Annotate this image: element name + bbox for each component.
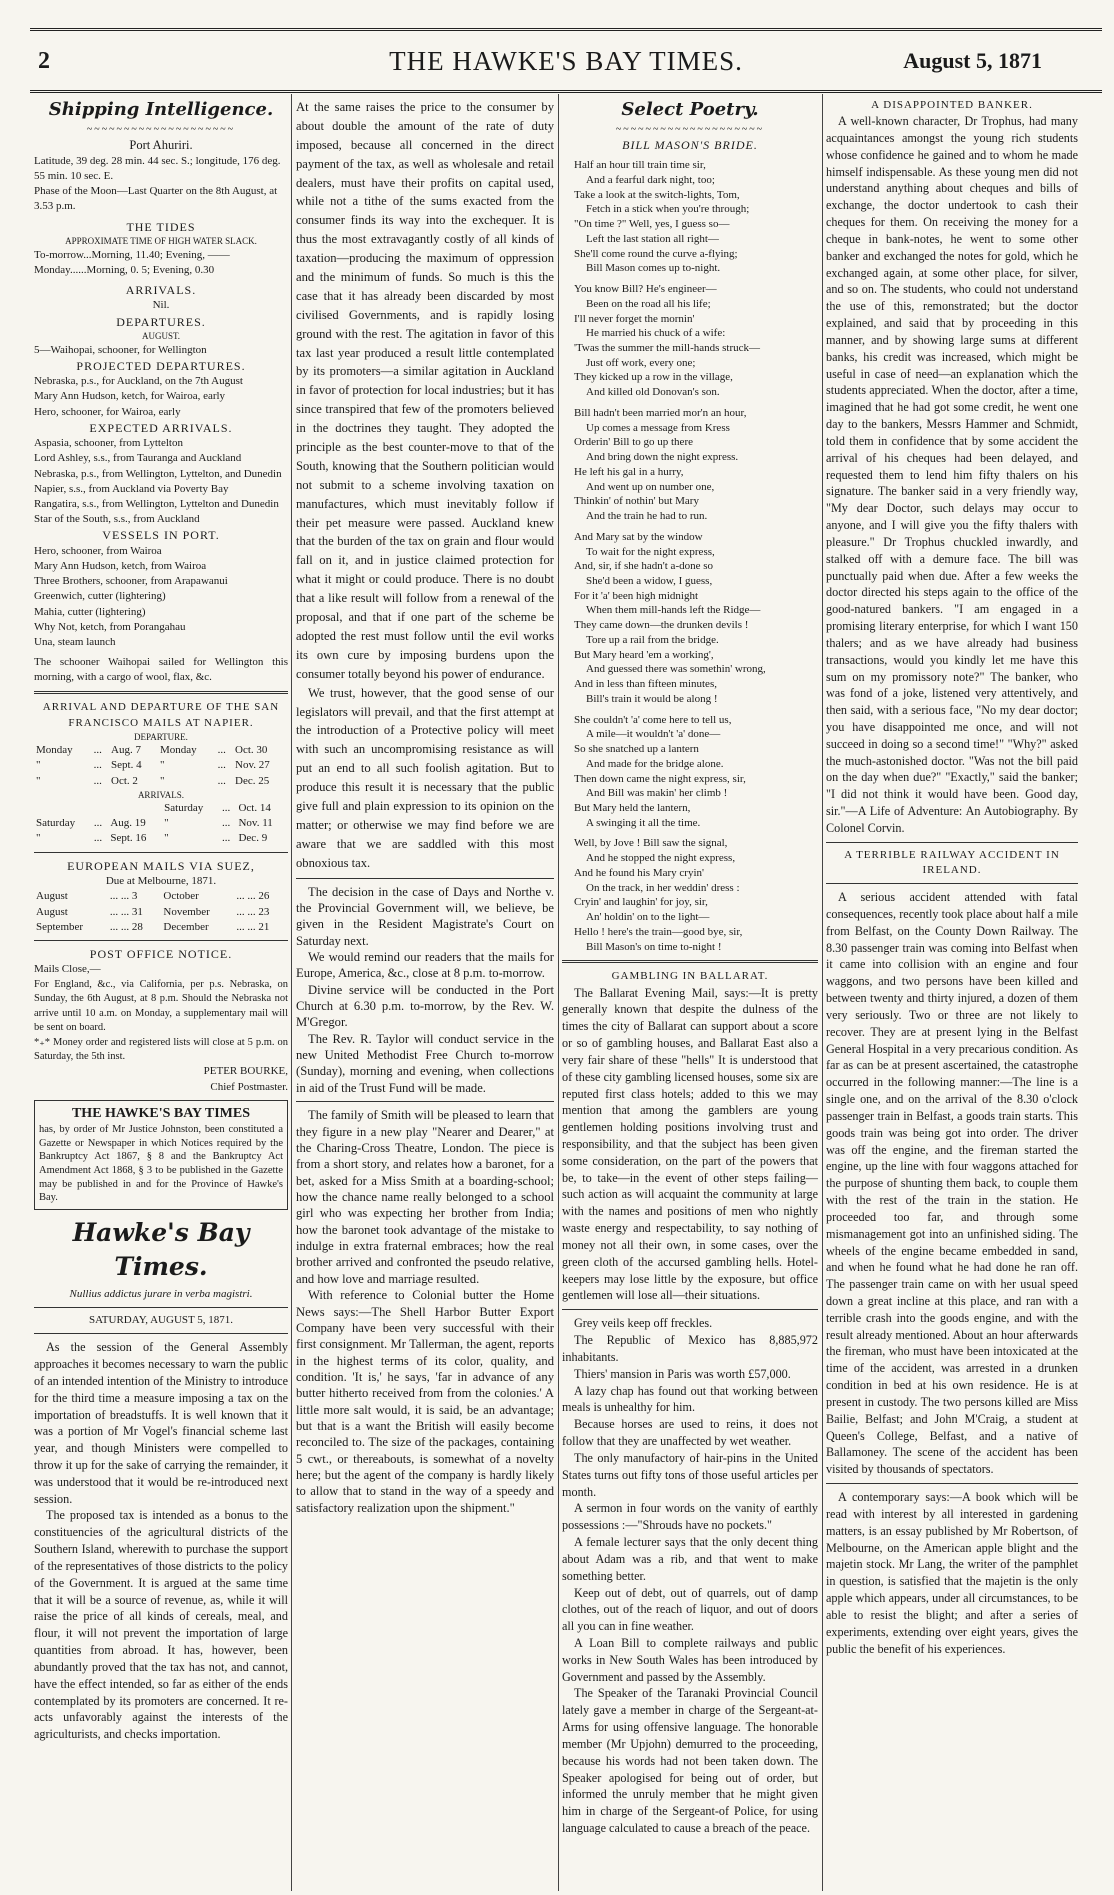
shipping-heading: Shipping Intelligence. xyxy=(48,99,274,120)
brief-item: The Republic of Mexico has 8,885,972 inhabitants. xyxy=(562,1333,818,1364)
brief-item: A Loan Bill to complete railways and public works in New South Wales has been introduced by Government and passed by the Assembly. xyxy=(562,1636,818,1684)
departures-month: AUGUST. xyxy=(141,331,181,342)
inport-item: Hero, schooner, from Wairoa xyxy=(34,544,162,557)
editorial-paragraph: As the session of the General Assembly approaches it becomes necessary to warn the public of an intended intention of the Ministry to introduce for the third time a measure imposing a tax on the importation of breadstuffs. It is well known that it was a portion of Mr Vogel's financial scheme last year, and though Ministers were compelled to throw it up for the sake of carrying the remainder, it was understood that it would be re-introduced next session. xyxy=(34,1340,288,1506)
arrivals-nil: Nil. xyxy=(152,299,170,312)
poem-stanza: You know Bill? He's engineer— Been on the road all his life; I'll never forget the mornin' He married his chuck of a wife: 'Twas the summer the mill-hands struck— Just off work, every one; They kicked up a row in the village, And killed old Donovan's son. xyxy=(574,283,761,399)
brief-item: Because horses are used to reins, it does not follow that they are unaffected by wet weather. xyxy=(562,1417,818,1449)
mails-heading: ARRIVAL AND DEPARTURE OF THE SAN FRANCISCO MAILS AT NAPIER. xyxy=(42,701,280,729)
table-row: " ... Sept. 4 " ... Nov. 27 xyxy=(36,759,270,772)
tides-subheading: APPROXIMATE TIME OF HIGH WATER SLACK. xyxy=(65,236,257,247)
ornament-rule: ~~~~~~~~~~~~~~~~~~~~ xyxy=(86,123,236,135)
poem-title: BILL MASON'S BRIDE. xyxy=(622,137,758,152)
moon-phase: Phase of the Moon—Last Quarter on the 8th August, at 3.53 p.m. xyxy=(34,185,278,213)
brief-item: A female lecturer says that the only decent thing about Adam was a rib, and that went to make something better. xyxy=(562,1535,818,1583)
post-signature: PETER BOURKE, xyxy=(203,1065,288,1078)
tide-row: To-morrow...Morning, 11.40; Evening, —— xyxy=(34,248,230,261)
table-row: " ... Oct. 2 " ... Dec. 25 xyxy=(36,774,270,787)
accident-heading: A TERRIBLE RAILWAY ACCIDENT IN IRELAND. xyxy=(844,848,1060,876)
issue-date: August 5, 1871 xyxy=(903,48,1042,73)
projected-item: Nebraska, p.s., for Auckland, on the 7th August xyxy=(34,375,243,388)
inport-item: Greenwich, cutter (lightering) xyxy=(34,590,166,603)
table-row: August ... ... 3 October ... ... 26 xyxy=(36,890,270,903)
column-3 xyxy=(562,98,818,1891)
news-paragraph: The Rev. R. Taylor will conduct service in the new United Methodist Free Church to-morrow (Sunday), morning and evening, when collections in aid of the Trust Fund will be made. xyxy=(296,1031,554,1095)
news-paragraph: The family of Smith will be pleased to learn that they figure in a new play "Nearer and Dearer," at the Charing-Cross Theatre, London. The piece is from a short story, and relates how a baronet, for a bet, asked for a Miss Smith at a boarding-school; how the chance name really belonged to a school girl who was expecting her brother from India; how the baronet took advantage of the mistake to indulge in extra fraternal embraces; how the real brother arrived and confronted the pseudo relative, and how love and marriage resulted. xyxy=(296,1108,554,1286)
tide-row: Monday......Morning, 0. 5; Evening, 0.30 xyxy=(34,263,215,276)
poem-stanza: Well, by Jove ! Bill saw the signal, And he stopped the night express, And he found his Mary cryin' On the track, in her weddin' dress : Cryin' and laughin' for joy, sir, An' holdin' on to the light— Hello ! here's the train—good bye, sir, Bill Mason's on time to-night ! xyxy=(574,837,743,953)
projected-item: Hero, schooner, for Wairoa, early xyxy=(34,405,181,418)
news-paragraph: The decision in the case of Days and Northe v. the Provincial Government will, we believe, be given in the Resident Magistrate's Court on Saturday next. xyxy=(296,884,554,948)
editorial-paragraph: We trust, however, that the good sense of our legislators will prevail, and that the first attempt at the introduction of a Protective policy will meet with such an uncompromising resistance as will put an end to all such foolish agitation. But to produce this result it is necessary that the public give full and plain expression to its opinion on the matter; or otherwise we may find before we are aware that we are saddled with this most obnoxious tax. xyxy=(296,685,554,870)
table-row: Saturday ... Oct. 14 xyxy=(164,802,271,815)
masthead-rule xyxy=(30,90,1102,93)
brief-item: A sermon in four words on the vanity of earthly possessions :—"Shrouds have no pockets." xyxy=(562,1501,818,1533)
inport-heading: VESSELS IN PORT. xyxy=(102,528,220,543)
inport-item: Una, steam launch xyxy=(34,635,116,648)
mails-arrivals-label: ARRIVALS. xyxy=(137,789,185,800)
port-name: Port Ahuriri. xyxy=(129,137,193,152)
projected-heading: PROJECTED DEPARTURES. xyxy=(76,358,246,373)
notice-body: has, by order of Mr Justice Johnston, been constituted a Gazette or Newspaper in which Notices required by the Bankruptcy Act 1867, § 8 and the Bankruptcy Act Amendment Act 1868, § 3 to be published in the Gazette may be published in and for the Province of Hawke's Bay. xyxy=(39,1124,283,1204)
banker-heading: A DISAPPOINTED BANKER. xyxy=(871,99,1033,111)
post-close: Mails Close,— xyxy=(34,963,101,976)
post-body: For England, &c., via California, per p.s. Nebraska, on Sunday, the 6th August, at 8 p.m. Should the Nebraska not arrive until 10 a.m. on Monday, a supplementary mail will be sent on board. xyxy=(34,978,288,1034)
tides-heading: THE TIDES xyxy=(126,219,196,234)
table-row: " ... Sept. 16 " ... Dec. 9 xyxy=(36,832,268,845)
departure-item: 5—Waihopai, schooner, for Wellington xyxy=(34,343,207,356)
column-divider xyxy=(822,94,823,1891)
inport-item: Mary Ann Hudson, ketch, from Wairoa xyxy=(34,560,207,573)
ornament-rule: ~~~~~~~~~~~~~~~~~~~~ xyxy=(615,123,765,135)
poem-stanza: Half an hour till train time sir, And a fearful dark night, too; Take a look at the switch-lights, Tom, Fetch in a stick when you're through; "On time ?" Well, yes, I guess so— Left the last station all right— She'll come round the curve a-flying; Bill Mason comes up to-night. xyxy=(574,159,750,275)
editorial-paragraph: The proposed tax is intended as a bonus to the constituencies of the agricultural districts of the Southern Island, wherewith to purchase the support of the representatives of those districts to the policy of the Government. It is argued at the same time that it will be a source of revenue, as, while it will raise the price of all kinds of cereals, meal, and flour, it will not prevent the importation of large quantities from abroad. It has, however, been abundantly proved that the tax has not, and cannot, have the effect intended, so far as either of the ends contemplated by its promoters are concerned. It re-acts unfavorably against the interests of the agriculturists, and checks importation. xyxy=(34,1508,288,1742)
inport-item: Why Not, ketch, from Porangahau xyxy=(34,620,186,633)
poem-stanza: She couldn't 'a' come here to tell us, A mile—it wouldn't 'a' done— So she snatched up a lantern And made for the bridge alone. Then down came the night express, sir, And Bill was makin' her climb ! But Mary held the lantern, A swinging it all the time. xyxy=(574,713,746,829)
table-row: September ... ... 28 December ... ... 21 xyxy=(36,920,270,933)
brief-item: A lazy chap has found out that working between meals is unhealthy for him. xyxy=(562,1383,818,1415)
notice-title: THE HAWKE'S BAY TIMES xyxy=(71,1105,251,1121)
latitude: Latitude, 39 deg. 28 min. 44 sec. S.; longitude, 176 deg. 55 min. 10 sec. E. xyxy=(34,154,281,183)
motto: Nullius addictus jurare in verba magistri. xyxy=(69,1287,253,1300)
expected-item: Rangatira, s.s., from Wellington, Lyttelton and Dunedin xyxy=(34,498,279,510)
brief-item: Grey veils keep off freckles. xyxy=(574,1316,713,1331)
newspaper-title: THE HAWKE'S BAY TIMES. xyxy=(389,46,743,76)
inport-item: Mahia, cutter (lightering) xyxy=(34,605,146,618)
book-article: A contemporary says:—A book which will be read with interest by all interested in gardening matters, is an essay published by Mr Robertson, of Melbourne, on the American apple blight and the majetin stock. Mr Lang, the writer of the pamphlet in question, is satisfied that the majetin is the only apple which appears, under all circumstances, to be able to resist the blight; and after a series of experiments, extending over eight years, gives the public the benefit of his experiences. xyxy=(826,1490,1078,1656)
poem-stanza: Bill hadn't been married mor'n an hour, Up comes a message from Kress Orderin' Bill to go up there And bring down the night express. He left his gal in a hurry, And went up on number one, Thinkin' of nothin' but Mary And the train he had to run. xyxy=(574,406,747,523)
arrivals-table xyxy=(34,801,288,847)
suez-heading: EUROPEAN MAILS VIA SUEZ, xyxy=(67,858,255,873)
post-money: *₊* Money order and registered lists will close at 5 p.m. on Saturday, the 5th inst. xyxy=(34,1036,288,1062)
banker-article: A well-known character, Dr Trophus, had many acquaintances amongst the young rich students whose confidence he gained and to whom he made himself indispensable. As these young men did not understand anything about cheques and bills of exchange, the doctor undertook to cash their cheques for them. On receiving the money for a cheque in bank-notes, he went to some other banker and exchanged the notes for gold, which he exchanged again, at some other place, for silver, and so on. The students, who could not understand the use of this, remonstrated; but the doctor explained, and said that by proceeding in this manner, and by showing large sums at different banks, his credit was increased, which might be useful in case of need—an explanation which the students appreciated. When the doctor, after a time, imagined that he had got some credit, he went one day to the bankers, Messrs Hammer and Schmidt, told them in confidence that by some accident the arrival of his cheques had been delayed, and requested them to lend him fifty thalers on his signature. The banker said in a very friendly way, "My dear Doctor, such delays may occur to anyone, and I will give you the fifty thalers with pleasure." Dr Trophus chuckled inwardly, and stalked off with a demure face. The bill was punctually paid when due. After a few weeks the doctor directed his steps again to the office of the good-natured bankers. "I am engaged in a promising literary enterprise, for which I want 150 thalers; and as we have already had business transactions, would you kindly let me have this sum on my promissory note?" The banker, who was fond of a joke, listened very attentively, and then said, with a serious face, "No my dear doctor; you have disappointed me once, and will not succeed in doing so a second time!" "Why?" asked the much-astonished doctor. "Was not the bill paid on the day when due?" "Exactly," said the banker; "I did not think it would have been. Good day, sir."—A Life of Adventure: An Autobiography. By Colonel Corvin. xyxy=(826,114,1078,835)
brief-item: The only manufactory of hair-pins in the United States turns out fifty tons of those useful articles per month. xyxy=(562,1450,818,1499)
gambling-article: The Ballarat Evening Mail, says:—It is pretty generally known that despite the dulness of the times the city of Ballarat can support about a score or so of gambling houses, and Ballarat East also a very fair share of these "hells" It is understood that of these city gambling licensed houses, some six are reputed first class hotels; added to this we may mention that among the gamblers are young gentlemen holding positions involving trust and responsibility, and that the subject has been given some consideration, on the part of the powers that be, to take—in the event of other steps failing—such action as will acquaint the community at large with the names and positions of men who nightly waste energy and respectability, to say nothing of money not all their own, in some cases, over the green cloth of the accursed gambling hells. Hotel-keepers may lose little by the exposure, but office gentlemen will lose all—their situations. xyxy=(562,985,818,1303)
news-paragraph: With reference to Colonial butter the Home News says:—The Shell Harbor Butter Export Company have been very successful with their first consignment. Mr Tallerman, the agent, reports in the highest terms of its color, quality, and condition. 'It is,' he says, 'far in advance of any butter hitherto received from from the colonies.' A little more salt would, it is said, be an advantage; but that is a want the British will easily become reconciled to. The size of the packages, containing 5 cwt., or thereabouts, is somewhat of a novelty here; but the agent of the company is hardly likely to allow that to stand in the way of a speedy and satisfactory realization upon the shipment." xyxy=(296,1288,554,1515)
expected-item: Star of the South, s.s., from Auckland xyxy=(34,513,200,526)
suez-subheading: Due at Melbourne, 1871. xyxy=(105,875,217,888)
column-4 xyxy=(826,98,1078,1891)
accident-article: A serious accident attended with fatal consequences, recently took place about half a mile from Belfast, on the County Down Railway. The 8.30 passenger train was coming into Belfast when it came into collision with an engine and four waggons, and two persons have been killed and between twenty and thirty injured, a dozen of them very seriously. Two or three are not likely to recover. They are at present lying in the Belfast General Hospital in a very precarious condition. As far as can be at present ascertained, the catastrophe occurred in the following manner:—The line is a single one, and on the arrival of the 8.30 o'clock passenger train in Belfast, a goods train starts. This goods train was being got into order. The driver was off the engine, and the fireman started the engine, up the line with four waggons attached for the purpose of shunting them back, to couple them with the rest of the train in the station. He proceeded too far, and through some mismanagement got into an unfinished siding. The wheels of the engine became embedded in sand, and when he found what he had done he ran off. The passenger train came on with her usual speed down a great incline at this place, and ran with a terrible crash into the goods engine, and with the result already mentioned. About an hour afterwards the fireman, who must have been intoxicated at the time of the accident, was arrested in a drunken condition in bed at his own residence. He is at present in custody. The two persons killed are Miss Bailie, Belfast; and John M'Craig, a student at Queen's College, Belfast, and a native of Ballamoney. The scene of the accident has been visited by thousands of spectators. xyxy=(826,890,1078,1477)
brief-item: Thiers' mansion in Paris was worth £57,000. xyxy=(574,1366,791,1381)
nameplate: Hawke's Bay Times. xyxy=(72,1217,250,1282)
gambling-heading: GAMBLING IN BALLARAT. xyxy=(611,970,769,983)
masthead xyxy=(30,40,1102,88)
sailed-note: The schooner Waihopai sailed for Wellington this morning, with a cargo of wool, flax, &c. xyxy=(34,656,288,684)
table-row: Saturday ... Aug. 19 " ... Nov. 11 xyxy=(36,817,273,830)
column-2 xyxy=(296,98,554,1891)
mails-departure-label: DEPARTURE. xyxy=(134,731,188,742)
expected-item: Aspasia, schooner, from Lyttelton xyxy=(34,437,183,450)
top-rule xyxy=(30,28,1102,31)
gazette-notice xyxy=(34,1100,288,1210)
post-signature-title: Chief Postmaster. xyxy=(210,1080,288,1093)
editorial-continued: At the same raises the price to the consumer by about double the amount of the rate of duty imposed, because all concerned in the direct payment of the tax, as well as wholesale and retail dealers, must have their profits on capital used, while not a tithe of the sums exacted from the consumer finds its way into the exchequer. It is thus the most extravagantly costly of all kinds of taxation—producing the maximum of oppression and the minimum of funds. So much is this the case that it has already been discarded by most civilised Governments, and is rapidly losing ground with the rest. The agitation in favor of this tax last year produced a result little contemplated by its promoters—a similar agitation in Auckland in favor of protection for local industries; but it has since transpired that few of the promoters believed in the doctrines they taught. They adopted the principle as the best counter-move to that of the South, knowing that the Southern politician would not submit to a scheme involving taxation on manufactures, which must inevitably follow if their pet measure were passed. Auckland knew that the burden of the tax on grain and flour would fall on it, and in justice claimed protection for what it might or could produce. There is no doubt that a like result will follow from a renewal of the proposal, and that if one part of the scheme be adopted the rest must follow until the evil works its own cure by imposing burdens upon the consumer totally beyond his power of endurance. xyxy=(296,100,554,681)
column-divider xyxy=(291,94,292,1891)
brief-item: Keep out of debt, out of quarrels, out of damp clothes, out of the reach of liquor, and out of doors all you can in fine weather. xyxy=(562,1585,818,1634)
departures-heading: DEPARTURES. xyxy=(116,314,206,329)
inport-item: Three Brothers, schooner, from Arapawanui xyxy=(34,575,228,588)
brief-item: The Speaker of the Taranaki Provincial Council lately gave a member in charge of the Sergeant-at-Arms for using offensive language. The honorable member (Mr Upjohn) demurred to the proceeding, because his words had not been taken down. The Speaker apologised for being out of order, but informed the unruly member that he might given him in charge of the Sergeant-of Police, for using language calculated to cause a breach of the peace. xyxy=(562,1686,818,1836)
column-1 xyxy=(34,98,288,1891)
poetry-heading: Select Poetry. xyxy=(621,99,759,120)
news-paragraph: Divine service will be conducted in the Port Church at 6.30 p.m. to-morrow, by the Rev. W. M'Gregor. xyxy=(296,982,554,1030)
expected-item: Lord Ashley, s.s., from Tauranga and Auckland xyxy=(34,452,242,465)
departure-table xyxy=(34,743,288,789)
table-row: Monday ... Aug. 7 Monday ... Oct. 30 xyxy=(36,744,268,757)
news-paragraph: We would remind our readers that the mails for Europe, America, &c., close at 8 p.m. to-morrow. xyxy=(296,949,554,981)
table-row: August ... ... 31 November ... ... 23 xyxy=(36,905,270,918)
expected-item: Nebraska, p.s., from Wellington, Lyttelton, and Dunedin xyxy=(34,467,282,480)
arrivals-heading: ARRIVALS. xyxy=(125,282,197,297)
expected-item: Napier, s.s., from Auckland via Poverty Bay xyxy=(34,482,229,495)
projected-item: Mary Ann Hudson, ketch, for Wairoa, early xyxy=(34,390,226,403)
page-number: 2 xyxy=(38,48,50,74)
suez-table xyxy=(34,889,288,935)
expected-heading: EXPECTED ARRIVALS. xyxy=(89,420,233,435)
column-divider xyxy=(558,94,559,1891)
post-office-heading: POST OFFICE NOTICE. xyxy=(89,946,233,961)
poem-stanza: And Mary sat by the window To wait for the night express, And, sir, if she hadn't a-done so She'd been a widow, I guess, For it 'a' been high midnight When them mill-hands left the Ridge— They came down—the drunken devils ! Tore up a rail from the bridge. But Mary heard 'em a working', And guessed there was somethin' wrong, And in less than fifteen minutes, Bill's train it would be along ! xyxy=(574,530,766,705)
dateline: SATURDAY, AUGUST 5, 1871. xyxy=(88,1314,234,1327)
